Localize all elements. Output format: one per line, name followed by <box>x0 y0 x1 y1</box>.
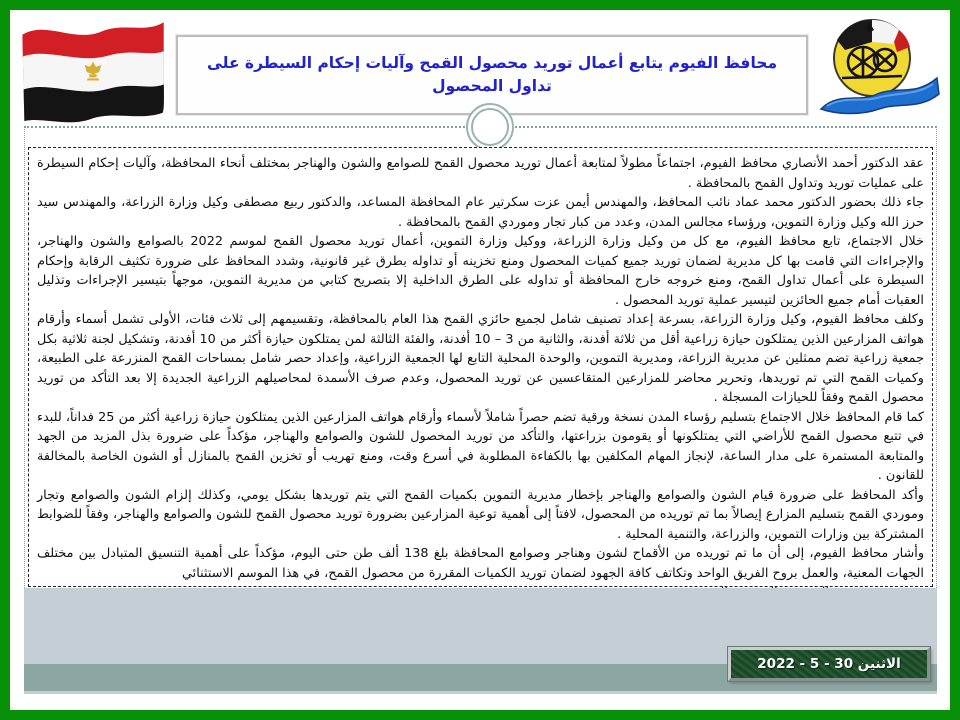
article-body <box>28 147 933 587</box>
article-paragraph: خلال الاجتماع، تابع محافظ الفيوم، مع كل من وكيل وزارة الزراعة، ووكيل وزارة التموين، أعمال توريد محصول القمح لموسم 2022 بالصوامع والشون والهناجر، والإجراءات التي قامت بها كل مديرية لضمان توريد جميع كميات المحصول ومنع تخزينه أو تداوله بطرق غير قانونية، وشدد المحافظ على ضرورة تكثيف الرقابة وإحكام السيطرة على أعمال تداول القمح، ومنع خروجه خارج المحافظة أو تداوله على الطرق الداخلية إلا بتصريح كتابي من مديرية التموين، موجهاً بتيسير الإجراءات وتذليل العقبات أمام جميع الحائزين لتيسير عملية توريد المحصول . <box>37 234 924 308</box>
article-paragraph: وأشار محافظ الفيوم، إلى أن ما تم توريده من الأقماح لشون وهناجر وصوامع المحافظة بلغ 138 ألف طن حتى اليوم، مؤكداً على أهمية التنسيق المتبادل بين مختلف الجهات المعنية، والعمل بروح الفريق الواحد وتكاتف كافة الجهود لضمان توريد الكميات المقررة من محصول القمح، في هذا الموسم الاستثنائي <box>37 546 924 581</box>
date-badge <box>728 647 930 681</box>
article-paragraph: وكلف محافظ الفيوم، وكيل وزارة الزراعة، بسرعة إعداد تصنيف شامل لجميع حائزي القمح هذا العام بالمحافظة، وتقسيمهم إلى ثلاث فئات، الأولى تشمل أسماء وأرقام هواتف المزارعين الذين يمتلكون حيازة زراعية أقل من ثلاثة أفدنة، والثانية من 3 – 10 أفدنة، والفئة الثالثة لمن يمتلكون حيازة أكثر من 10 أفدنة، وتشكيل لجنة ثلاثية بكل جمعية زراعية تضم ممثلين عن مديرية الزراعة، ومديرية التموين، والوحدة المحلية التابع لها الجمعية الزراعية، وإعداد حصر شامل بمساحات القمح المنزرعة على الطبيعة، وكميات القمح التي تم توريدها، وتحرير محاضر للمزارعين المتقاعسين عن توريد المحصول، وعدم صرف الأسمدة لمحاصيلهم الزراعية الجديدة إلا بعد التأكد من توريد محصول القمح وفقاً للحيازات المسجلة . <box>37 312 924 405</box>
article-paragraph: جاء ذلك بحضور الدكتور محمد عماد نائب المحافظ، والمهندس أيمن عزت سكرتير عام المحافظة المساعد، والدكتور ربيع مصطفى وكيل وزارة الزراعة، والمهندس سيد حرز الله وكيل وزارة التموين، ورؤساء مجالس المدن، وعدد من كبار تجار وموردي القمح بالمحافظة . <box>37 195 924 230</box>
date-label: الاثنين 30 - 5 - 2022 <box>757 656 901 672</box>
egypt-flag-icon <box>20 16 166 120</box>
fayoum-governorate-emblem-icon <box>817 12 941 138</box>
article-paragraph: كما قام المحافظ خلال الاجتماع بتسليم رؤساء المدن نسخة ورقية تضم حصراً شاملاً لأسماء وأرقام هواتف المزارعين الذين يمتلكون حيازة زراعية أكثر من 25 فداناً، للبدء في تتبع محصول القمح للأراضي التي يمتلكونها أو يقومون بزراعتها، والتأكد من توريد المحصول للشون والصوامع والهناجر، مؤكداً على ضرورة بذل المزيد من الجهد والمتابعة المستمرة على مدار الساعة، لإنجاز المهام المكلفين بها بالكفاءة المطلوبة في أسرع وقت، ومنع تهريب أو تخزين القمح بالمنازل أو الشون الخاصة بالمخالفة للقانون . <box>37 409 924 483</box>
article-paragraph: وأكد المحافظ على ضرورة قيام الشون والصوامع والهناجر بإخطار مديرية التموين بكميات القمح التي يتم توريدها بشكل يومي، وكذلك إلزام الشون والصوامع وتجار وموردي القمح بتسليم المزارع إيصالاً بما تم توريده من المحصول، لافتاً إلى أهمية توعية المزارعين بضرورة توريد محصول القمح للشون والصوامع والهناجر، وفقاً للضوابط المشتركة بين وزارات التموين، والزراعة، والتنمية المحلية . <box>37 487 924 542</box>
article-paragraph: عقد الدكتور أحمد الأنصاري محافظ الفيوم، اجتماعاً مطولاً لمتابعة أعمال توريد محصول القمح للصوامع والشون والهناجر بمختلف أنحاء المحافظة، وآليات إحكام السيطرة على عمليات توريد وتداول القمح بالمحافظة . <box>37 156 924 191</box>
page-title: محافظ الفيوم يتابع أعمال توريد محصول القمح وآليات إحكام السيطرة على تداول المحصول <box>206 53 778 95</box>
circle-ornament-icon <box>466 103 514 151</box>
